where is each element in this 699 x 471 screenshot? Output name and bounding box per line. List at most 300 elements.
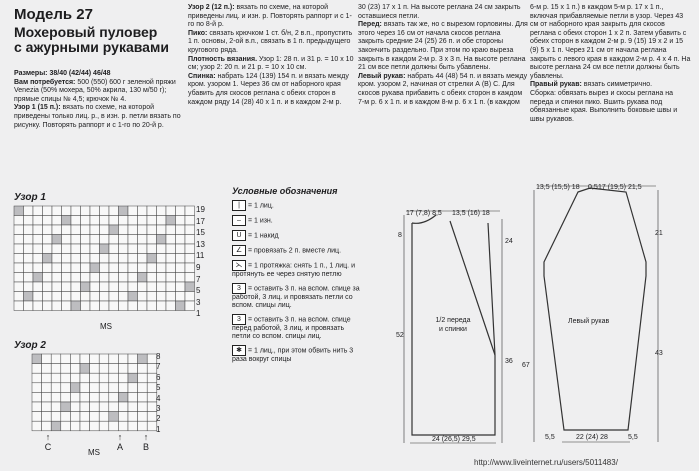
row-number: 3 bbox=[156, 403, 161, 413]
grid-cell bbox=[43, 263, 53, 273]
grid-cell bbox=[51, 412, 61, 422]
grid-cell bbox=[32, 373, 42, 383]
grid-cell bbox=[109, 263, 119, 273]
grid-cell bbox=[33, 263, 43, 273]
grid-cell bbox=[100, 225, 110, 235]
grid-cell bbox=[61, 392, 71, 402]
grid-cell bbox=[61, 373, 71, 383]
sleeve-dim-right-lower: 43 bbox=[655, 350, 663, 357]
grid-cell bbox=[118, 383, 128, 393]
grid-cell bbox=[100, 292, 110, 302]
grid-cell bbox=[51, 373, 61, 383]
grid-cell bbox=[43, 235, 53, 245]
grid-cell bbox=[138, 273, 148, 283]
grid-cell bbox=[90, 206, 100, 216]
grid-cell bbox=[185, 263, 195, 273]
grid-cell bbox=[138, 292, 148, 302]
grid-cell bbox=[80, 421, 90, 431]
chart2-arrows bbox=[34, 432, 164, 462]
body-dim-right-upper: 24 bbox=[505, 238, 513, 245]
grid-cell bbox=[71, 235, 81, 245]
grid-cell bbox=[90, 282, 100, 292]
grid-cell bbox=[43, 206, 53, 216]
grid-cell bbox=[70, 392, 80, 402]
legend-symbol-icon: ⋋ bbox=[232, 260, 246, 271]
grid-cell bbox=[109, 383, 119, 393]
grid-cell bbox=[118, 354, 128, 364]
legend-heading: Условные обозначения bbox=[232, 186, 338, 196]
grid-cell bbox=[43, 282, 53, 292]
grid-cell bbox=[90, 216, 100, 226]
sleeve-dim-right-upper: 21 bbox=[655, 230, 663, 237]
grid-cell bbox=[32, 383, 42, 393]
legend-list bbox=[232, 200, 362, 368]
row-number: 15 bbox=[196, 228, 205, 238]
density-paragraph: Плотность вязания. Узор 1: 28 п. и 31 р. = 10 x 10 см; узор 2: 20 п. и 21 р. = 10 x 10 см. bbox=[188, 55, 354, 72]
grid-cell bbox=[109, 292, 119, 302]
grid-cell bbox=[138, 301, 148, 311]
grid-cell bbox=[118, 364, 128, 374]
grid-cell bbox=[33, 292, 43, 302]
grid-cell bbox=[43, 216, 53, 226]
grid-cell bbox=[109, 364, 119, 374]
grid-cell bbox=[109, 225, 119, 235]
grid-cell bbox=[109, 354, 119, 364]
grid-cell bbox=[43, 273, 53, 283]
grid-cell bbox=[80, 383, 90, 393]
grid-cell bbox=[70, 364, 80, 374]
grid-cell bbox=[90, 392, 100, 402]
sleeve-dim-bottom-left: 5,5 bbox=[545, 434, 555, 441]
legend-item bbox=[232, 200, 362, 211]
grid-cell bbox=[62, 235, 72, 245]
grid-cell bbox=[14, 206, 24, 216]
grid-cell bbox=[166, 292, 176, 302]
grid-cell bbox=[185, 254, 195, 264]
grid-cell bbox=[138, 354, 148, 364]
grid-cell bbox=[99, 421, 109, 431]
grid-cell bbox=[80, 412, 90, 422]
sleeve-dim-top-mid: 0,5 bbox=[588, 184, 598, 191]
pattern2-paragraph: Узор 2 (12 п.): вязать по схеме, на которой приведены лиц. и изн. р. Повторять раппорт и с 1-го по 8-й р. bbox=[188, 4, 352, 29]
grid-cell bbox=[157, 225, 167, 235]
grid-cell bbox=[70, 354, 80, 364]
chart1-grid bbox=[12, 202, 210, 334]
legend-text: = 1 лиц. bbox=[246, 202, 274, 210]
grid-cell bbox=[176, 282, 186, 292]
grid-cell bbox=[109, 301, 119, 311]
grid-cell bbox=[90, 235, 100, 245]
grid-cell bbox=[71, 282, 81, 292]
grid-cell bbox=[185, 235, 195, 245]
grid-cell bbox=[71, 292, 81, 302]
grid-cell bbox=[109, 373, 119, 383]
grid-cell bbox=[42, 354, 52, 364]
grid-cell bbox=[24, 235, 34, 245]
pattern1-paragraph: Узор 1 (15 п.): вязать по схеме, на которой приведены только лиц. р., в изн. р. петли вязать по рисунку. Повторять раппорт и с 1-го по 20-й р. bbox=[14, 104, 181, 129]
grid-cell bbox=[176, 292, 186, 302]
grid-cell bbox=[176, 216, 186, 226]
grid-cell bbox=[14, 254, 24, 264]
chart2-row-numbers bbox=[156, 352, 170, 435]
sizes-line: Размеры: 38/40 (42/44) 46/48 bbox=[14, 70, 111, 77]
grid-cell bbox=[118, 412, 128, 422]
grid-cell bbox=[166, 225, 176, 235]
grid-cell bbox=[147, 206, 157, 216]
grid-cell bbox=[100, 282, 110, 292]
grid-cell bbox=[24, 206, 34, 216]
grid-cell bbox=[109, 216, 119, 226]
grid-cell bbox=[138, 216, 148, 226]
grid-cell bbox=[14, 225, 24, 235]
grid-cell bbox=[138, 206, 148, 216]
grid-cell bbox=[157, 263, 167, 273]
grid-cell bbox=[128, 373, 138, 383]
sleeve-dim-bottom: 22 (24) 28 bbox=[576, 434, 608, 441]
grid-cell bbox=[166, 235, 176, 245]
grid-cell bbox=[51, 402, 61, 412]
grid-cell bbox=[147, 282, 157, 292]
grid-cell bbox=[157, 254, 167, 264]
grid-cell bbox=[52, 301, 62, 311]
grid-cell bbox=[157, 235, 167, 245]
chart2-repeat-label: MS bbox=[88, 448, 100, 457]
grid-cell bbox=[71, 244, 81, 254]
grid-cell bbox=[42, 412, 52, 422]
grid-cell bbox=[80, 364, 90, 374]
chart2-grid bbox=[30, 350, 162, 440]
grid-cell bbox=[176, 263, 186, 273]
grid-cell bbox=[138, 373, 148, 383]
grid-cell bbox=[81, 206, 91, 216]
grid-cell bbox=[100, 254, 110, 264]
body-dim-top: 13,5 (16) 18 bbox=[452, 210, 490, 217]
grid-cell bbox=[14, 282, 24, 292]
grid-cell bbox=[33, 235, 43, 245]
page-subtitle bbox=[14, 25, 194, 55]
grid-cell bbox=[62, 292, 72, 302]
grid-cell bbox=[147, 216, 157, 226]
grid-cell bbox=[138, 402, 148, 412]
body-dim-top-left: 17 (7,8) 8,5 bbox=[406, 210, 442, 217]
grid-cell bbox=[109, 235, 119, 245]
grid-cell bbox=[71, 225, 81, 235]
row-number: 5 bbox=[156, 383, 161, 393]
grid-cell bbox=[118, 402, 128, 412]
grid-cell bbox=[52, 273, 62, 283]
grid-cell bbox=[119, 263, 129, 273]
grid-cell bbox=[128, 263, 138, 273]
grid-cell bbox=[166, 282, 176, 292]
grid-cell bbox=[14, 273, 24, 283]
column-2 bbox=[188, 4, 356, 107]
legend-text: = 1 протяжка: снять 1 п., 1 лиц. и протянуть ее через снятую петлю bbox=[232, 262, 355, 278]
grid-cell bbox=[109, 206, 119, 216]
grid-cell bbox=[176, 206, 186, 216]
grid-cell bbox=[81, 282, 91, 292]
grid-cell bbox=[33, 282, 43, 292]
grid-cell bbox=[62, 273, 72, 283]
grid-cell bbox=[71, 254, 81, 264]
row-number: 4 bbox=[156, 393, 161, 403]
grid-cell bbox=[32, 412, 42, 422]
grid-cell bbox=[118, 392, 128, 402]
grid-cell bbox=[100, 244, 110, 254]
grid-cell bbox=[119, 206, 129, 216]
grid-cell bbox=[99, 354, 109, 364]
legend-text: = оставить 3 п. на вспом. спице перед работой, 3 лиц. и провязать петли со вспом. спицы лиц. bbox=[232, 316, 351, 340]
grid-cell bbox=[128, 383, 138, 393]
grid-cell bbox=[70, 421, 80, 431]
row-number: 1 bbox=[196, 309, 201, 319]
grid-cell bbox=[14, 301, 24, 311]
grid-cell bbox=[128, 282, 138, 292]
grid-cell bbox=[100, 273, 110, 283]
grid-cell bbox=[109, 244, 119, 254]
grid-cell bbox=[62, 225, 72, 235]
grid-cell bbox=[147, 244, 157, 254]
grid-cell bbox=[90, 412, 100, 422]
grid-cell bbox=[52, 244, 62, 254]
grid-cell bbox=[99, 412, 109, 422]
grid-cell bbox=[71, 216, 81, 226]
grid-cell bbox=[70, 402, 80, 412]
body-dim-right-lower: 36 bbox=[505, 358, 513, 365]
grid-cell bbox=[52, 225, 62, 235]
chart1-repeat-label: MS bbox=[100, 322, 112, 331]
grid-cell bbox=[157, 216, 167, 226]
front-paragraph: Перед: вязать так же, но с вырезом горловины. Для этого через 16 см от начала скосов реглана закрыть средние 24 (25) 26 п. и обе стороны закончить раздельно. При этом по краю выреза закрыть в каждом 2-м р. 3 x 3 п. На высоте реглана 21 см все петли должны быть убавлены. bbox=[358, 21, 528, 72]
left-sleeve-paragraph: Левый рукав: набрать 44 (48) 54 п. и вязать между кром. узором 2, начиная от стрелки А (В) С. Для скосов рукава прибавить с обеих сторон в каждом 7-м р. 6 x 1 п. и в каждом 8-м р. 6 x 1 п. (в каждом bbox=[358, 72, 528, 106]
grid-cell bbox=[51, 354, 61, 364]
grid-cell bbox=[32, 364, 42, 374]
legend-item bbox=[232, 345, 362, 364]
grid-cell bbox=[109, 273, 119, 283]
grid-cell bbox=[32, 392, 42, 402]
grid-cell bbox=[24, 244, 34, 254]
grid-cell bbox=[90, 263, 100, 273]
row-number: 6 bbox=[156, 372, 161, 382]
grid-cell bbox=[128, 301, 138, 311]
grid-cell bbox=[157, 244, 167, 254]
legend-item bbox=[232, 283, 362, 310]
chart1-row-numbers bbox=[196, 205, 210, 321]
legend-symbol-icon: 3 bbox=[232, 314, 246, 325]
sleeve-outline bbox=[544, 188, 646, 430]
grid-cell bbox=[81, 216, 91, 226]
grid-cell bbox=[61, 364, 71, 374]
grid-cell bbox=[33, 254, 43, 264]
grid-cell bbox=[24, 263, 34, 273]
grid-cell bbox=[176, 244, 186, 254]
subtitle-line-2: с ажурными рукавами bbox=[14, 39, 169, 55]
body-pattern-label: 1/2 переда и спинки bbox=[435, 317, 471, 333]
grid-cell bbox=[138, 412, 148, 422]
grid-cell bbox=[42, 392, 52, 402]
grid-cell bbox=[176, 225, 186, 235]
watermark-url: http://www.liveinternet.ru/users/5011483/ bbox=[474, 458, 618, 467]
grid-cell bbox=[24, 282, 34, 292]
legend-item bbox=[232, 230, 362, 241]
grid-cell bbox=[99, 383, 109, 393]
grid-cell bbox=[185, 225, 195, 235]
grid-cell bbox=[61, 421, 71, 431]
assembly-paragraph: Сборка: обвязать вырез и скосы реглана на переда и спинки пико. Вшить рукава под обвязанные края. Выполнить боковые швы и швы рукавов. bbox=[530, 89, 678, 123]
legend-item bbox=[232, 260, 362, 279]
legend-text: = 1 лиц., при этом обвить нить 3 раза вокруг спицы bbox=[232, 347, 354, 363]
legend-symbol-icon: 3 bbox=[232, 283, 246, 294]
grid-cell bbox=[176, 273, 186, 283]
grid-cell bbox=[90, 254, 100, 264]
legend-symbol-icon: U bbox=[232, 230, 246, 241]
grid-cell bbox=[70, 412, 80, 422]
legend-symbol-icon: – bbox=[232, 215, 246, 226]
row-number: 19 bbox=[196, 205, 205, 214]
grid-cell bbox=[51, 392, 61, 402]
grid-cell bbox=[128, 206, 138, 216]
sleeve-dim-bottom-right: 5,5 bbox=[628, 434, 638, 441]
grid-cell bbox=[51, 383, 61, 393]
grid-cell bbox=[81, 235, 91, 245]
grid-cell bbox=[147, 301, 157, 311]
grid-cell bbox=[100, 235, 110, 245]
grid-cell bbox=[90, 244, 100, 254]
grid-cell bbox=[62, 301, 72, 311]
grid-cell bbox=[90, 364, 100, 374]
body-dim-left: 52 bbox=[396, 332, 404, 339]
grid-cell bbox=[14, 235, 24, 245]
chart1-label: Узор 1 bbox=[14, 192, 46, 203]
grid-cell bbox=[138, 421, 148, 431]
grid-cell bbox=[99, 392, 109, 402]
grid-cell bbox=[90, 373, 100, 383]
grid-cell bbox=[138, 383, 148, 393]
grid-cell bbox=[147, 273, 157, 283]
grid-cell bbox=[119, 301, 129, 311]
grid-cell bbox=[185, 292, 195, 302]
grid-cell bbox=[99, 364, 109, 374]
row-number: 5 bbox=[196, 286, 201, 296]
arrow-a: ↑ A bbox=[116, 432, 123, 452]
row-number: 17 bbox=[196, 216, 205, 226]
grid-cell bbox=[147, 292, 157, 302]
grid-cell bbox=[62, 206, 72, 216]
grid-cell bbox=[33, 206, 43, 216]
column-4 bbox=[530, 4, 692, 124]
grid-cell bbox=[81, 263, 91, 273]
grid-cell bbox=[128, 254, 138, 264]
column-1 bbox=[14, 70, 184, 130]
grid-cell bbox=[176, 301, 186, 311]
grid-cell bbox=[90, 402, 100, 412]
grid-cell bbox=[128, 421, 138, 431]
grid-cell bbox=[128, 292, 138, 302]
grid-cell bbox=[100, 216, 110, 226]
grid-cell bbox=[24, 254, 34, 264]
grid-cell bbox=[14, 263, 24, 273]
grid-cell bbox=[81, 301, 91, 311]
grid-cell bbox=[90, 273, 100, 283]
legend-text: = оставить 3 п. на вспом. спице за работой, 3 лиц. и провязать петли со вспом. спицы лиц. bbox=[232, 285, 360, 309]
grid-cell bbox=[138, 364, 148, 374]
sleeve-pattern-label: Левый рукав bbox=[568, 318, 610, 325]
grid-cell bbox=[119, 235, 129, 245]
grid-cell bbox=[109, 282, 119, 292]
grid-cell bbox=[119, 273, 129, 283]
grid-cell bbox=[33, 273, 43, 283]
grid-cell bbox=[185, 282, 195, 292]
grid-cell bbox=[185, 273, 195, 283]
body-dim-neck: 8 bbox=[398, 232, 402, 239]
legend-symbol-icon: ✱ bbox=[232, 345, 246, 356]
grid-cell bbox=[138, 254, 148, 264]
grid-cell bbox=[100, 206, 110, 216]
grid-cell bbox=[42, 421, 52, 431]
grid-cell bbox=[185, 244, 195, 254]
grid-cell bbox=[147, 235, 157, 245]
legend-item bbox=[232, 215, 362, 226]
row-number: 1 bbox=[156, 424, 161, 434]
grid-cell bbox=[24, 301, 34, 311]
grid-cell bbox=[70, 383, 80, 393]
grid-cell bbox=[138, 282, 148, 292]
row-number: 3 bbox=[196, 297, 201, 307]
grid-cell bbox=[32, 354, 42, 364]
row-number: 8 bbox=[156, 352, 161, 361]
sleeve-dim-top: 13,5 (15,5) 18 bbox=[536, 184, 580, 191]
grid-cell bbox=[52, 263, 62, 273]
grid-cell bbox=[128, 412, 138, 422]
grid-cell bbox=[51, 364, 61, 374]
legend-item bbox=[232, 314, 362, 341]
body-raglan-line bbox=[450, 221, 495, 355]
grid-cell bbox=[119, 282, 129, 292]
grid-cell bbox=[109, 392, 119, 402]
grid-cell bbox=[42, 364, 52, 374]
grid-cell bbox=[43, 301, 53, 311]
grid-cell bbox=[71, 301, 81, 311]
legend-text: = 1 накид bbox=[246, 232, 279, 240]
grid-cell bbox=[33, 225, 43, 235]
grid-cell bbox=[61, 402, 71, 412]
grid-cell bbox=[138, 225, 148, 235]
grid-cell bbox=[147, 225, 157, 235]
grid-cell bbox=[43, 292, 53, 302]
arrow-c: ↑ C bbox=[44, 432, 52, 452]
grid-cell bbox=[176, 254, 186, 264]
grid-cell bbox=[14, 244, 24, 254]
row-number: 13 bbox=[196, 239, 205, 249]
grid-cell bbox=[90, 354, 100, 364]
grid-cell bbox=[52, 282, 62, 292]
grid-cell bbox=[32, 402, 42, 412]
grid-cell bbox=[14, 292, 24, 302]
grid-cell bbox=[119, 216, 129, 226]
grid-cell bbox=[157, 282, 167, 292]
row-number: 7 bbox=[156, 362, 161, 372]
grid-cell bbox=[80, 402, 90, 412]
grid-cell bbox=[81, 273, 91, 283]
grid-cell bbox=[52, 235, 62, 245]
grid-cell bbox=[81, 254, 91, 264]
grid-cell bbox=[176, 235, 186, 245]
grid-cell bbox=[62, 254, 72, 264]
grid-cell bbox=[100, 301, 110, 311]
grid-cell bbox=[157, 206, 167, 216]
grid-cell bbox=[128, 392, 138, 402]
right-sleeve-paragraph: Правый рукав: вязать симметрично. bbox=[530, 81, 653, 89]
grid-cell bbox=[71, 206, 81, 216]
